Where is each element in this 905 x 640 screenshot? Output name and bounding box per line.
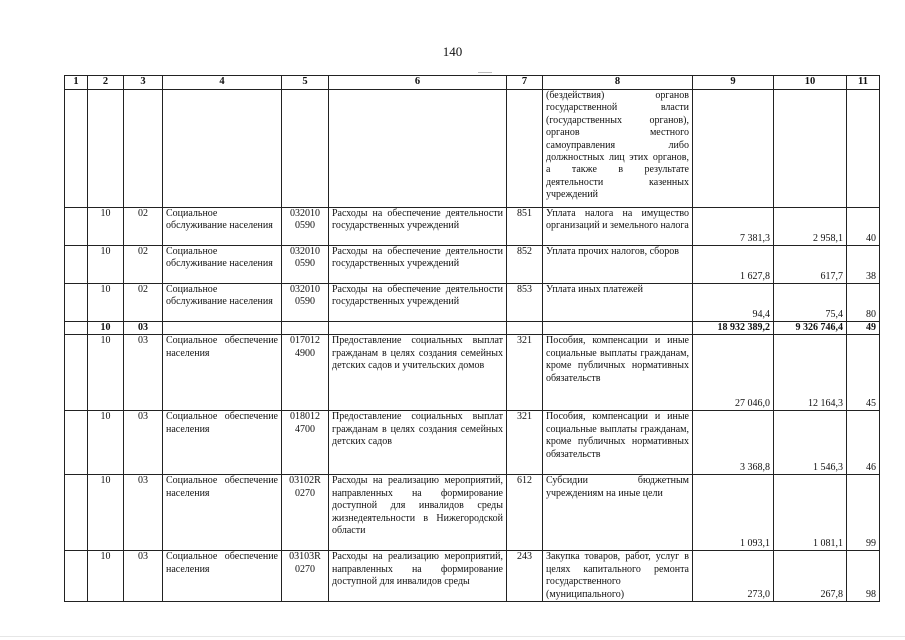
cell-planned: 27 046,0 bbox=[693, 335, 774, 411]
target-code-part2: 0270 bbox=[295, 487, 315, 499]
cell-col1 bbox=[65, 246, 88, 284]
cell-planned bbox=[693, 90, 774, 208]
cell-col1 bbox=[65, 284, 88, 322]
column-header-2: 2 bbox=[88, 76, 124, 90]
budget-table bbox=[64, 75, 880, 602]
target-code-part1: 018012 bbox=[290, 411, 320, 423]
column-header-5: 5 bbox=[282, 76, 329, 90]
header-row bbox=[65, 76, 880, 90]
cell-subsection-name: Социальное обеспечение населения bbox=[163, 551, 282, 602]
column-header-9: 9 bbox=[693, 76, 774, 90]
cell-section: 10 bbox=[88, 475, 124, 551]
scan-edge bbox=[0, 636, 905, 637]
cell-expense-type-name: Уплата налога на имущество организаций и земельного налога bbox=[543, 208, 693, 246]
cell-col1 bbox=[65, 551, 88, 602]
cell-target-code bbox=[282, 322, 329, 335]
cell-percent: 49 bbox=[847, 322, 880, 335]
cell-target-code bbox=[282, 208, 329, 246]
column-header-6: 6 bbox=[329, 76, 507, 90]
cell-expense-type: 321 bbox=[507, 335, 543, 411]
cell-target-code bbox=[282, 411, 329, 475]
target-code-part2: 4700 bbox=[295, 423, 315, 435]
target-code-part1: 017012 bbox=[290, 335, 320, 347]
cell-expense-type-name: Уплата иных платежей bbox=[543, 284, 693, 322]
cell-target-code bbox=[282, 551, 329, 602]
cell-planned: 273,0 bbox=[693, 551, 774, 602]
cell-section: 10 bbox=[88, 551, 124, 602]
cell-target-code bbox=[282, 246, 329, 284]
cell-expense-type: 321 bbox=[507, 411, 543, 475]
cell-expense-type: 852 bbox=[507, 246, 543, 284]
table-row bbox=[65, 335, 880, 411]
cell-col1 bbox=[65, 335, 88, 411]
cell-percent: 38 bbox=[847, 246, 880, 284]
cell-expense-type: 851 bbox=[507, 208, 543, 246]
target-code-part1: 032010 bbox=[290, 246, 320, 257]
cell-target-code bbox=[282, 284, 329, 322]
cell-target-name: Расходы на обеспечение деятельности государственных учреждений bbox=[329, 208, 507, 246]
cell-section: 10 bbox=[88, 322, 124, 335]
cell-target-name: Расходы на реализацию мероприятий, направленных на формирование доступной для инвалидов среды жизнедеятельности в Нижегородской области bbox=[329, 475, 507, 551]
cell-section: 10 bbox=[88, 335, 124, 411]
column-header-11: 11 bbox=[847, 76, 880, 90]
cell-target-name bbox=[329, 322, 507, 335]
cell-expense-type-name bbox=[543, 322, 693, 335]
cell-subsection-name bbox=[163, 90, 282, 208]
cell-col1 bbox=[65, 411, 88, 475]
target-code-part1: 032010 bbox=[290, 208, 320, 219]
cell-expense-type bbox=[507, 90, 543, 208]
table-row bbox=[65, 208, 880, 246]
cell-section: 10 bbox=[88, 246, 124, 284]
cell-subsection-name: Социальное обеспечение населения bbox=[163, 411, 282, 475]
cell-subsection-name: Социальное обслуживание населения bbox=[163, 246, 282, 284]
cell-percent: 99 bbox=[847, 475, 880, 551]
cell-target-code bbox=[282, 335, 329, 411]
cell-target-code bbox=[282, 90, 329, 208]
cell-subsection-name: Социальное обеспечение населения bbox=[163, 335, 282, 411]
cell-expense-type-name: Пособия, компенсации и иные социальные выплаты гражданам, кроме публичных нормативных обязательств bbox=[543, 335, 693, 411]
cell-col1 bbox=[65, 475, 88, 551]
cell-expense-type: 612 bbox=[507, 475, 543, 551]
cell-col1 bbox=[65, 90, 88, 208]
cell-expense-type-name: Пособия, компенсации и иные социальные выплаты гражданам, кроме публичных нормативных обязательств bbox=[543, 411, 693, 475]
cell-planned: 1 627,8 bbox=[693, 246, 774, 284]
cell-subsection: 03 bbox=[124, 475, 163, 551]
cell-subsection: 02 bbox=[124, 246, 163, 284]
cell-subsection: 02 bbox=[124, 284, 163, 322]
column-header-1: 1 bbox=[65, 76, 88, 90]
cell-percent: 80 bbox=[847, 284, 880, 322]
cell-percent: 40 bbox=[847, 208, 880, 246]
cell-section bbox=[88, 90, 124, 208]
cell-col1 bbox=[65, 322, 88, 335]
cell-col1 bbox=[65, 208, 88, 246]
table-row bbox=[65, 411, 880, 475]
cell-subsection bbox=[124, 90, 163, 208]
target-code-part2: 4900 bbox=[295, 347, 315, 359]
cell-target-code bbox=[282, 475, 329, 551]
table-row bbox=[65, 322, 880, 335]
target-code-part2: 0590 bbox=[295, 296, 315, 308]
cell-planned: 94,4 bbox=[693, 284, 774, 322]
target-code-part2: 0270 bbox=[295, 563, 315, 575]
cell-target-name: Расходы на реализацию мероприятий, направленных на формирование доступной для инвалидов среды bbox=[329, 551, 507, 602]
cell-subsection: 03 bbox=[124, 322, 163, 335]
cell-target-name: Предоставление социальных выплат гражданам в целях создания семейных детских садов bbox=[329, 411, 507, 475]
table-row bbox=[65, 284, 880, 322]
column-header-8: 8 bbox=[543, 76, 693, 90]
cell-section: 10 bbox=[88, 411, 124, 475]
cell-target-name: Расходы на обеспечение деятельности государственных учреждений bbox=[329, 284, 507, 322]
cell-target-name: Предоставление социальных выплат гражданам в целях создания семейных детских садов и учительских домов bbox=[329, 335, 507, 411]
cell-executed: 267,8 bbox=[774, 551, 847, 602]
table-row bbox=[65, 90, 880, 208]
cell-executed: 75,4 bbox=[774, 284, 847, 322]
cell-executed bbox=[774, 90, 847, 208]
cell-executed: 9 326 746,4 bbox=[774, 322, 847, 335]
cell-expense-type-name: Субсидии бюджетным учреждениям на иные цели bbox=[543, 475, 693, 551]
cell-planned: 1 093,1 bbox=[693, 475, 774, 551]
table-row bbox=[65, 551, 880, 602]
column-header-3: 3 bbox=[124, 76, 163, 90]
cell-expense-type-name: Закупка товаров, работ, услуг в целях капитального ремонта государственного (муниципального) bbox=[543, 551, 693, 602]
cell-expense-type: 243 bbox=[507, 551, 543, 602]
cell-section: 10 bbox=[88, 208, 124, 246]
cell-subsection-name: Социальное обслуживание населения bbox=[163, 284, 282, 322]
cell-expense-type-name: Уплата прочих налогов, сборов bbox=[543, 246, 693, 284]
cell-executed: 617,7 bbox=[774, 246, 847, 284]
cell-percent: 46 bbox=[847, 411, 880, 475]
cell-planned: 18 932 389,2 bbox=[693, 322, 774, 335]
table-row bbox=[65, 246, 880, 284]
cell-subsection-name: Социальное обеспечение населения bbox=[163, 475, 282, 551]
cell-percent bbox=[847, 90, 880, 208]
column-header-10: 10 bbox=[774, 76, 847, 90]
cell-expense-type bbox=[507, 322, 543, 335]
cell-target-name: Расходы на обеспечение деятельности государственных учреждений bbox=[329, 246, 507, 284]
cell-expense-type: 853 bbox=[507, 284, 543, 322]
cell-target-name bbox=[329, 90, 507, 208]
cell-section: 10 bbox=[88, 284, 124, 322]
cell-executed: 12 164,3 bbox=[774, 335, 847, 411]
column-header-4: 4 bbox=[163, 76, 282, 90]
cell-subsection: 03 bbox=[124, 411, 163, 475]
cell-subsection-name: Социальное обслуживание населения bbox=[163, 208, 282, 246]
cell-executed: 2 958,1 bbox=[774, 208, 847, 246]
cell-subsection: 03 bbox=[124, 335, 163, 411]
target-code-part2: 0590 bbox=[295, 258, 315, 270]
page-number: 140 bbox=[442, 44, 463, 59]
cell-planned: 7 381,3 bbox=[693, 208, 774, 246]
cell-percent: 45 bbox=[847, 335, 880, 411]
cell-subsection-name bbox=[163, 322, 282, 335]
target-code-part1: 032010 bbox=[290, 284, 320, 295]
target-code-part2: 0590 bbox=[295, 220, 315, 232]
target-code-part1: 03103R bbox=[289, 551, 321, 563]
cell-executed: 1 081,1 bbox=[774, 475, 847, 551]
cell-planned: 3 368,8 bbox=[693, 411, 774, 475]
table-row bbox=[65, 475, 880, 551]
scan-mark bbox=[478, 72, 492, 73]
cell-executed: 1 546,3 bbox=[774, 411, 847, 475]
cell-percent: 98 bbox=[847, 551, 880, 602]
column-header-7: 7 bbox=[507, 76, 543, 90]
cell-subsection: 02 bbox=[124, 208, 163, 246]
cell-subsection: 03 bbox=[124, 551, 163, 602]
cell-expense-type-name: (бездействия) органов государственной власти (государственных органов), органов местного самоуправления либо должностных лиц этих органов, а также в результате деятельности казенных учреждений bbox=[543, 90, 693, 208]
target-code-part1: 03102R bbox=[289, 475, 321, 487]
